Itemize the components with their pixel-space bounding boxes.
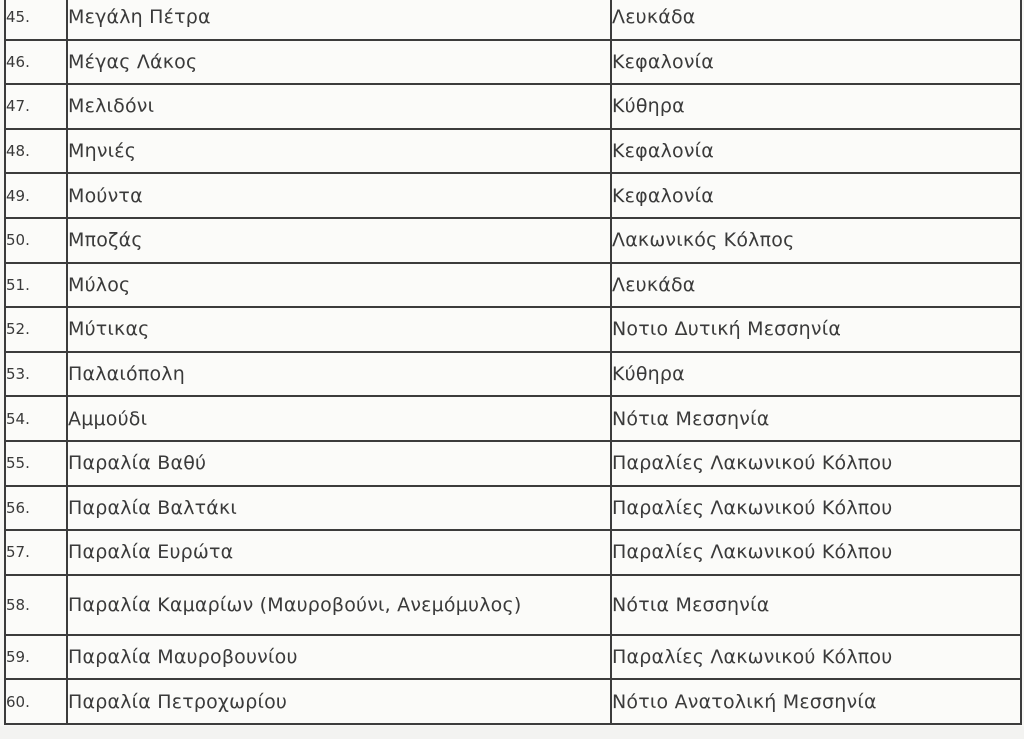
- row-number: 46.: [5, 40, 67, 85]
- row-number: 57.: [5, 530, 67, 575]
- beach-name: Μεγάλη Πέτρα: [67, 0, 611, 40]
- table-row: [5, 84, 1021, 129]
- beach-name: Μέγας Λάκος: [67, 40, 611, 85]
- row-number: 56.: [5, 486, 67, 531]
- beach-region: Λευκάδα: [611, 263, 1021, 308]
- beach-region: Παραλίες Λακωνικού Κόλπου: [611, 635, 1021, 680]
- table-row: [5, 307, 1021, 352]
- row-number: 47.: [5, 84, 67, 129]
- beach-name: Μηνιές: [67, 129, 611, 174]
- row-number: 58.: [5, 575, 67, 635]
- row-number: 55.: [5, 441, 67, 486]
- beach-name: Παραλία Μαυροβουνίου: [67, 635, 611, 680]
- table-row: [5, 530, 1021, 575]
- table-row: [5, 263, 1021, 308]
- table-row: [5, 129, 1021, 174]
- table-row: [5, 486, 1021, 531]
- beach-name: Παραλία Βαθύ: [67, 441, 611, 486]
- table-row: [5, 575, 1021, 635]
- row-number: 54.: [5, 396, 67, 441]
- beach-region: Κεφαλονία: [611, 40, 1021, 85]
- beach-region: Παραλίες Λακωνικού Κόλπου: [611, 530, 1021, 575]
- row-number: 48.: [5, 129, 67, 174]
- beach-region: Κεφαλονία: [611, 173, 1021, 218]
- table-row: [5, 0, 1021, 40]
- beach-region: Παραλίες Λακωνικού Κόλπου: [611, 441, 1021, 486]
- beach-name: Μποζάς: [67, 218, 611, 263]
- row-number: 59.: [5, 635, 67, 680]
- table-row: [5, 218, 1021, 263]
- row-number: 49.: [5, 173, 67, 218]
- table-row: [5, 396, 1021, 441]
- beach-name: Μελιδόνι: [67, 84, 611, 129]
- table-row: [5, 352, 1021, 397]
- beach-region: Παραλίες Λακωνικού Κόλπου: [611, 486, 1021, 531]
- table-row: [5, 173, 1021, 218]
- beach-name: Παραλία Ευρώτα: [67, 530, 611, 575]
- beach-region: Κύθηρα: [611, 84, 1021, 129]
- row-number: 60.: [5, 679, 67, 724]
- beach-region: Νότιο Ανατολική Μεσσηνία: [611, 679, 1021, 724]
- beach-region: Λακωνικός Κόλπος: [611, 218, 1021, 263]
- beach-name: Αμμούδι: [67, 396, 611, 441]
- beach-name: Παλαιόπολη: [67, 352, 611, 397]
- table-row: [5, 40, 1021, 85]
- row-number: 45.: [5, 0, 67, 40]
- row-number: 53.: [5, 352, 67, 397]
- beach-region: Νοτιο Δυτική Μεσσηνία: [611, 307, 1021, 352]
- table-row: [5, 441, 1021, 486]
- beach-region: Κεφαλονία: [611, 129, 1021, 174]
- table-row: [5, 635, 1021, 680]
- page-bottom-margin: [0, 726, 1024, 739]
- row-number: 50.: [5, 218, 67, 263]
- beach-name: Παραλία Καμαρίων (Μαυροβούνι, Ανεμόμυλος): [67, 575, 611, 635]
- row-number: 52.: [5, 307, 67, 352]
- beach-region: Νότια Μεσσηνία: [611, 396, 1021, 441]
- beach-name: Μύτικας: [67, 307, 611, 352]
- beach-name: Μύλος: [67, 263, 611, 308]
- beach-region: Νότια Μεσσηνία: [611, 575, 1021, 635]
- beach-region: Λευκάδα: [611, 0, 1021, 40]
- beach-name: Μούντα: [67, 173, 611, 218]
- table-row: [5, 679, 1021, 724]
- beach-name: Παραλία Πετροχωρίου: [67, 679, 611, 724]
- beach-region: Κύθηρα: [611, 352, 1021, 397]
- beach-list-table: [4, 0, 1022, 725]
- beach-name: Παραλία Βαλτάκι: [67, 486, 611, 531]
- row-number: 51.: [5, 263, 67, 308]
